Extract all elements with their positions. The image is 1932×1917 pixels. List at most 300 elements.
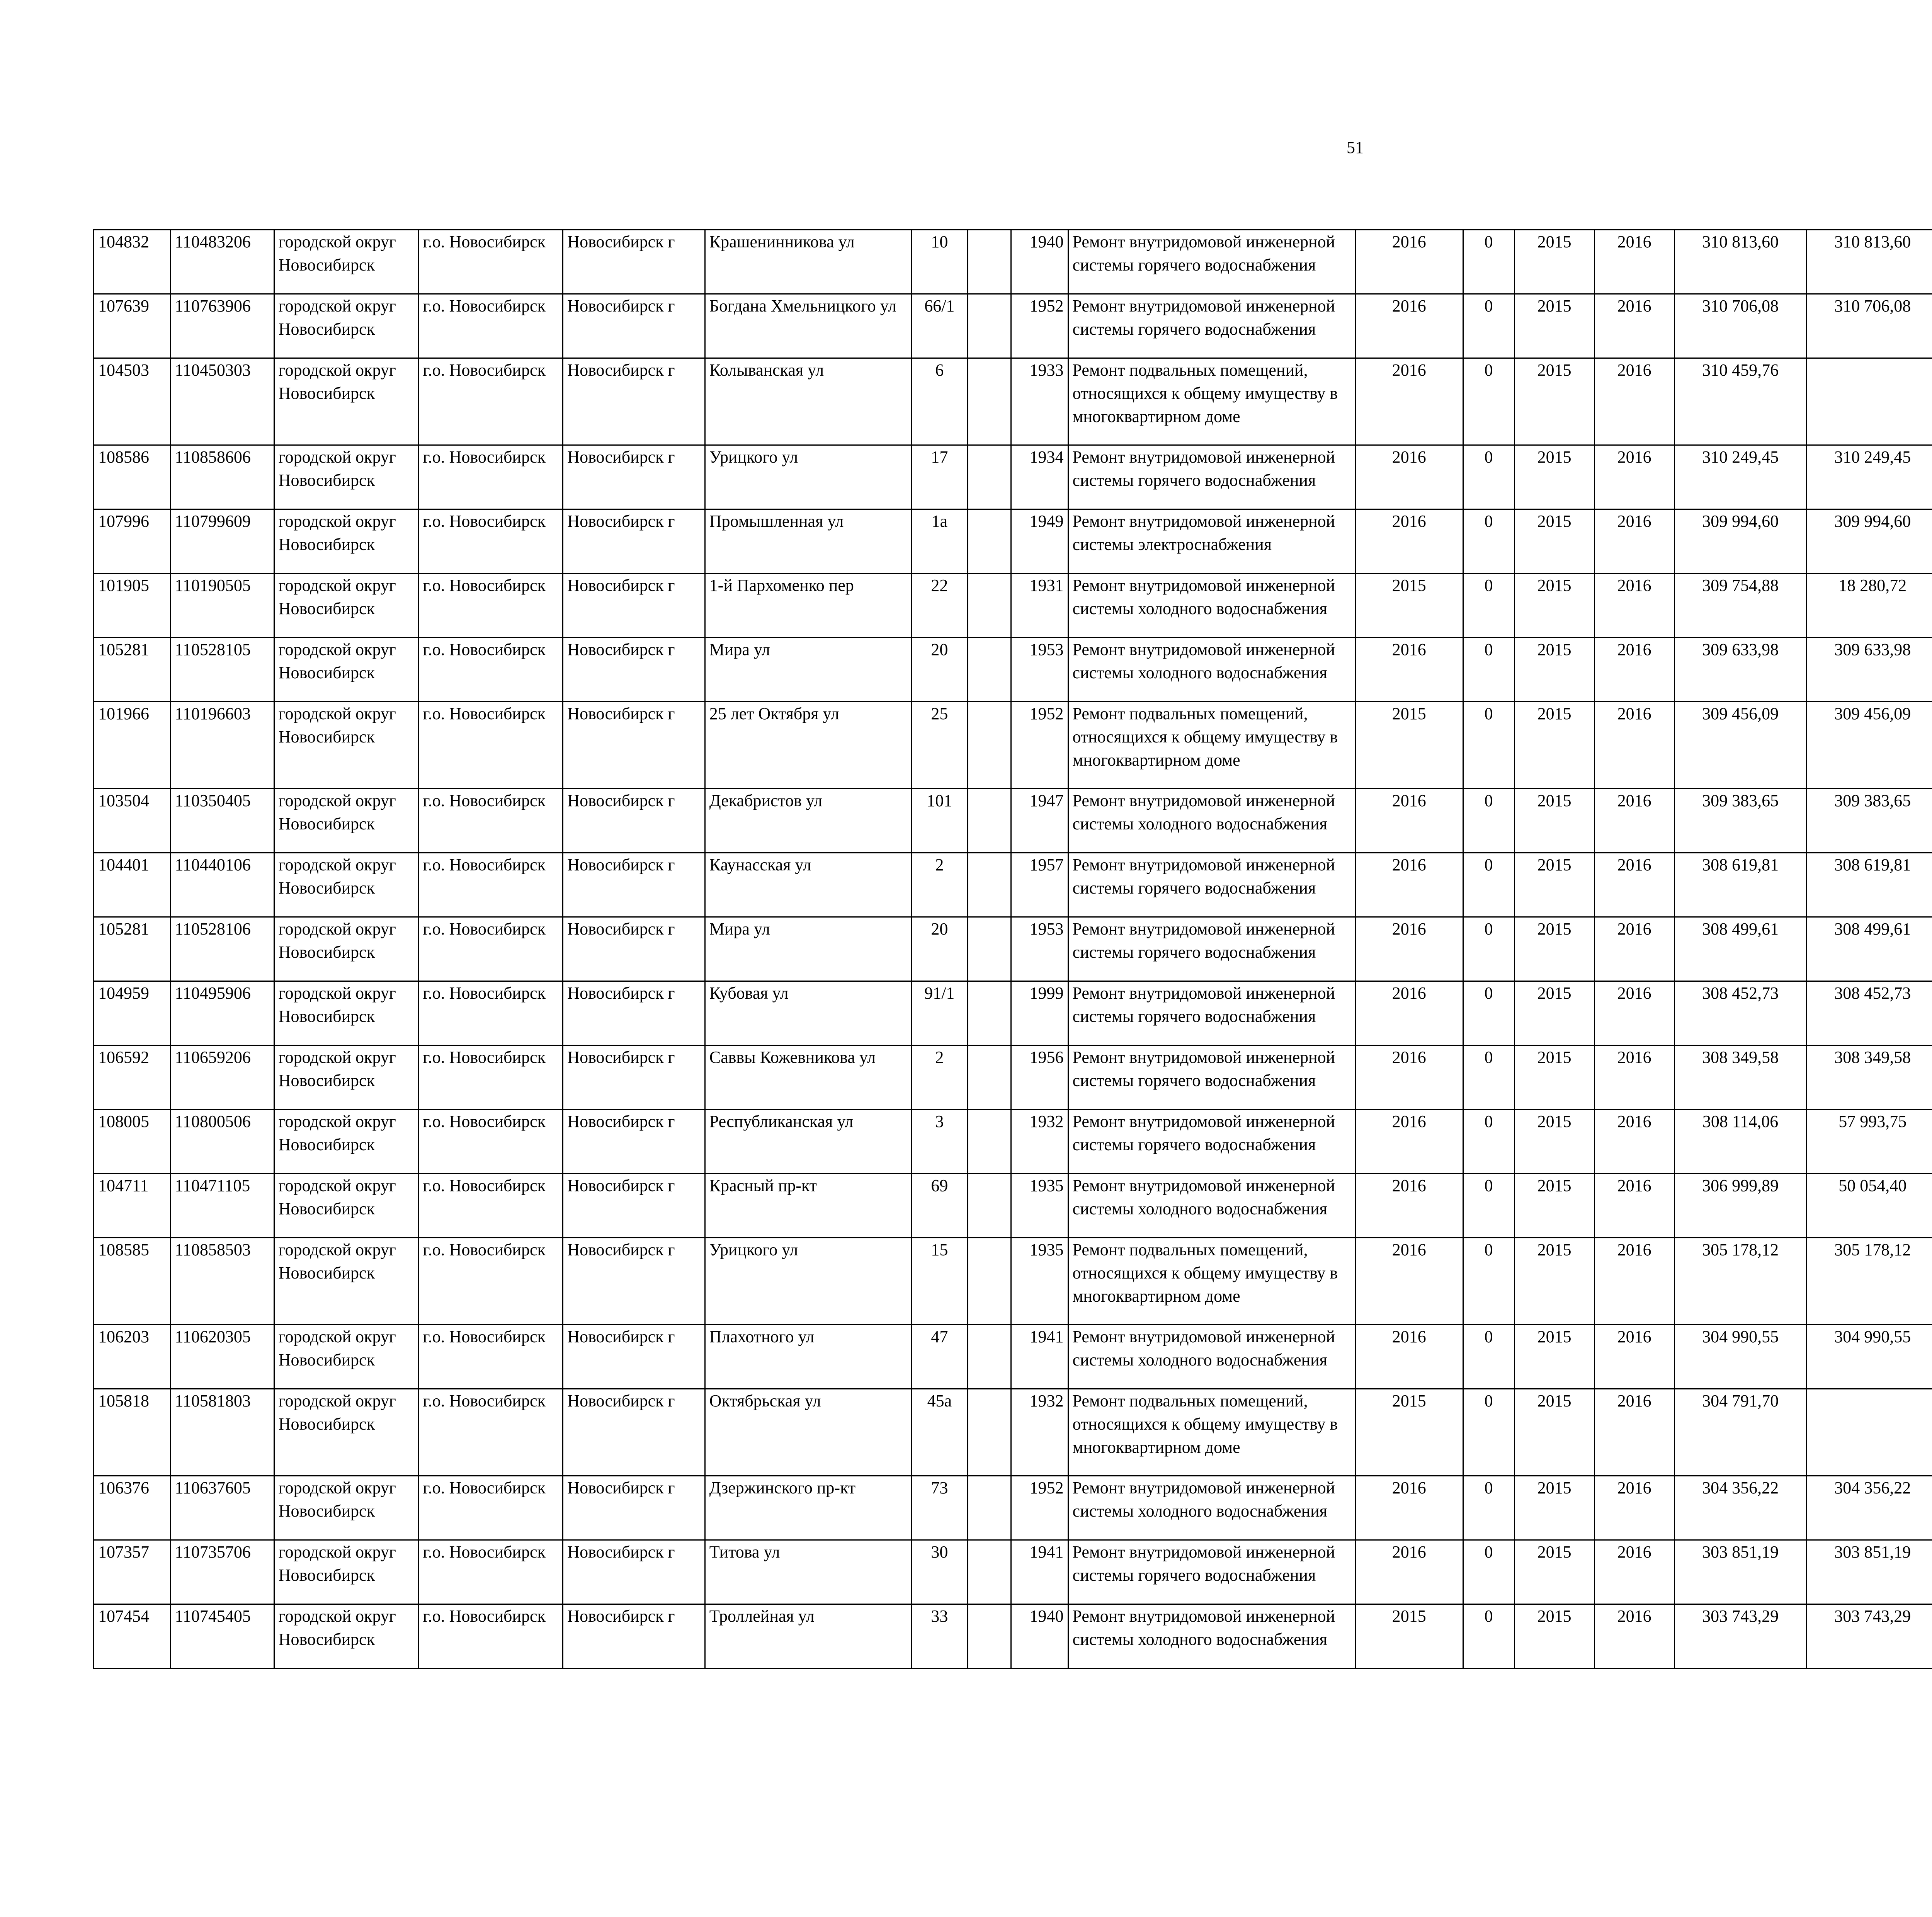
cell-work-type: Ремонт внутридомовой инженерной системы горячего водоснабжения [1068, 981, 1355, 1045]
cell-period-end: 2016 [1594, 1174, 1674, 1238]
cell-total-cost: 309 994,60 [1674, 509, 1806, 574]
cell-house-code: 110745405 [170, 1604, 274, 1668]
cell-build-year: 1952 [1011, 1476, 1068, 1540]
cell-plan-year: 2016 [1355, 1110, 1463, 1174]
cell-city: Новосибирск г [563, 917, 705, 981]
cell-cost-1: 50 054,40 [1806, 1174, 1932, 1238]
cell-cost-1: 309 456,09 [1806, 702, 1932, 789]
table-row [94, 445, 1932, 509]
cell-cost-1: 308 619,81 [1806, 853, 1932, 917]
cell-building [968, 294, 1011, 358]
cell-city: Новосибирск г [563, 789, 705, 853]
table-row [94, 574, 1932, 638]
cell-total-cost: 308 619,81 [1674, 853, 1806, 917]
cell-street: Урицкого ул [705, 1238, 911, 1325]
cell-building [968, 1476, 1011, 1540]
cell-work-type: Ремонт подвальных помещений, относящихся к общему имуществу в многоквартирном доме [1068, 1238, 1355, 1325]
cell-period-start: 2015 [1514, 1045, 1594, 1110]
cell-house-number: 30 [912, 1540, 968, 1604]
table-row [94, 1476, 1932, 1540]
cell-building [968, 702, 1011, 789]
cell-house-code: 110483206 [170, 230, 274, 294]
cell-record-id: 105818 [94, 1389, 171, 1476]
cell-period-end: 2016 [1594, 445, 1674, 509]
cell-house-code: 110471105 [170, 1174, 274, 1238]
cell-building [968, 1540, 1011, 1604]
cell-cost-1: 304 990,55 [1806, 1325, 1932, 1389]
cell-work-type: Ремонт внутридомовой инженерной системы горячего водоснабжения [1068, 853, 1355, 917]
cell-plan-year: 2016 [1355, 294, 1463, 358]
repair-program-table [93, 229, 1932, 1669]
cell-house-code: 110440106 [170, 853, 274, 917]
table-row [94, 509, 1932, 574]
table-body [94, 230, 1932, 1668]
cell-period-end: 2016 [1594, 509, 1674, 574]
cell-total-cost: 309 383,65 [1674, 789, 1806, 853]
cell-house-code: 110620305 [170, 1325, 274, 1389]
cell-build-year: 1941 [1011, 1540, 1068, 1604]
cell-flag: 0 [1463, 1238, 1514, 1325]
cell-street: Плахотного ул [705, 1325, 911, 1389]
cell-plan-year: 2016 [1355, 509, 1463, 574]
cell-house-code: 110637605 [170, 1476, 274, 1540]
cell-build-year: 1932 [1011, 1110, 1068, 1174]
cell-plan-year: 2016 [1355, 1325, 1463, 1389]
table-row [94, 1540, 1932, 1604]
cell-building [968, 917, 1011, 981]
cell-total-cost: 309 456,09 [1674, 702, 1806, 789]
cell-city: Новосибирск г [563, 230, 705, 294]
cell-period-start: 2015 [1514, 445, 1594, 509]
cell-house-number: 10 [912, 230, 968, 294]
cell-municipal-district: городской округ Новосибирск [274, 230, 418, 294]
cell-period-start: 2015 [1514, 574, 1594, 638]
cell-municipal-district: городской округ Новосибирск [274, 445, 418, 509]
cell-city: Новосибирск г [563, 1110, 705, 1174]
cell-flag: 0 [1463, 1110, 1514, 1174]
cell-building [968, 853, 1011, 917]
cell-cost-1: 303 851,19 [1806, 1540, 1932, 1604]
cell-city: Новосибирск г [563, 574, 705, 638]
cell-record-id: 105281 [94, 917, 171, 981]
cell-build-year: 1952 [1011, 702, 1068, 789]
cell-period-start: 2015 [1514, 1389, 1594, 1476]
cell-work-type: Ремонт подвальных помещений, относящихся к общему имуществу в многоквартирном доме [1068, 1389, 1355, 1476]
cell-flag: 0 [1463, 1389, 1514, 1476]
cell-flag: 0 [1463, 1540, 1514, 1604]
cell-cost-1: 309 383,65 [1806, 789, 1932, 853]
cell-total-cost: 303 743,29 [1674, 1604, 1806, 1668]
cell-cost-1: 57 993,75 [1806, 1110, 1932, 1174]
cell-total-cost: 310 249,45 [1674, 445, 1806, 509]
cell-city: Новосибирск г [563, 1325, 705, 1389]
cell-flag: 0 [1463, 445, 1514, 509]
cell-record-id: 104832 [94, 230, 171, 294]
table-row [94, 1325, 1932, 1389]
cell-total-cost: 303 851,19 [1674, 1540, 1806, 1604]
cell-record-id: 108005 [94, 1110, 171, 1174]
cell-work-type: Ремонт внутридомовой инженерной системы холодного водоснабжения [1068, 1325, 1355, 1389]
cell-building [968, 445, 1011, 509]
cell-municipal-district: городской округ Новосибирск [274, 1476, 418, 1540]
cell-work-type: Ремонт внутридомовой инженерной системы горячего водоснабжения [1068, 1110, 1355, 1174]
cell-city: Новосибирск г [563, 1476, 705, 1540]
cell-house-number: 25 [912, 702, 968, 789]
table-row [94, 853, 1932, 917]
table-row [94, 1045, 1932, 1110]
cell-house-number: 47 [912, 1325, 968, 1389]
table-row [94, 917, 1932, 981]
cell-street: Урицкого ул [705, 445, 911, 509]
cell-street: Республиканская ул [705, 1110, 911, 1174]
cell-house-number: 73 [912, 1476, 968, 1540]
cell-record-id: 106376 [94, 1476, 171, 1540]
cell-street: 25 лет Октября ул [705, 702, 911, 789]
cell-period-start: 2015 [1514, 1476, 1594, 1540]
cell-flag: 0 [1463, 1604, 1514, 1668]
cell-build-year: 1940 [1011, 230, 1068, 294]
cell-build-year: 1941 [1011, 1325, 1068, 1389]
cell-street: Промышленная ул [705, 509, 911, 574]
cell-street: Богдана Хмельницкого ул [705, 294, 911, 358]
cell-city: Новосибирск г [563, 853, 705, 917]
cell-house-code: 110196603 [170, 702, 274, 789]
cell-municipality: г.о. Новосибирск [418, 1238, 563, 1325]
cell-municipal-district: городской округ Новосибирск [274, 574, 418, 638]
cell-period-start: 2015 [1514, 230, 1594, 294]
cell-period-start: 2015 [1514, 509, 1594, 574]
cell-building [968, 1110, 1011, 1174]
cell-plan-year: 2016 [1355, 1238, 1463, 1325]
cell-total-cost: 309 754,88 [1674, 574, 1806, 638]
cell-record-id: 107357 [94, 1540, 171, 1604]
cell-period-start: 2015 [1514, 294, 1594, 358]
cell-work-type: Ремонт внутридомовой инженерной системы горячего водоснабжения [1068, 294, 1355, 358]
cell-period-end: 2016 [1594, 1604, 1674, 1668]
cell-building [968, 789, 1011, 853]
cell-house-code: 110763906 [170, 294, 274, 358]
cell-plan-year: 2016 [1355, 1174, 1463, 1238]
cell-cost-1: 18 280,72 [1806, 574, 1932, 638]
cell-city: Новосибирск г [563, 1540, 705, 1604]
cell-city: Новосибирск г [563, 702, 705, 789]
cell-plan-year: 2015 [1355, 702, 1463, 789]
cell-flag: 0 [1463, 1476, 1514, 1540]
cell-total-cost: 310 813,60 [1674, 230, 1806, 294]
cell-house-number: 1а [912, 509, 968, 574]
cell-flag: 0 [1463, 638, 1514, 702]
cell-street: Красный пр-кт [705, 1174, 911, 1238]
cell-work-type: Ремонт внутридомовой инженерной системы холодного водоснабжения [1068, 1476, 1355, 1540]
cell-period-start: 2015 [1514, 702, 1594, 789]
cell-period-end: 2016 [1594, 789, 1674, 853]
cell-building [968, 638, 1011, 702]
cell-total-cost: 304 990,55 [1674, 1325, 1806, 1389]
cell-street: Дзержинского пр-кт [705, 1476, 911, 1540]
cell-cost-1: 304 356,22 [1806, 1476, 1932, 1540]
cell-city: Новосибирск г [563, 981, 705, 1045]
cell-total-cost: 304 791,70 [1674, 1389, 1806, 1476]
cell-period-start: 2015 [1514, 1110, 1594, 1174]
table-row [94, 294, 1932, 358]
cell-municipal-district: городской округ Новосибирск [274, 1238, 418, 1325]
cell-flag: 0 [1463, 853, 1514, 917]
cell-house-number: 6 [912, 358, 968, 445]
cell-house-code: 110659206 [170, 1045, 274, 1110]
cell-house-number: 66/1 [912, 294, 968, 358]
cell-municipality: г.о. Новосибирск [418, 1110, 563, 1174]
cell-plan-year: 2016 [1355, 1540, 1463, 1604]
cell-municipal-district: городской округ Новосибирск [274, 853, 418, 917]
cell-municipal-district: городской округ Новосибирск [274, 1174, 418, 1238]
cell-building [968, 1174, 1011, 1238]
cell-municipality: г.о. Новосибирск [418, 358, 563, 445]
cell-cost-1: 310 813,60 [1806, 230, 1932, 294]
cell-total-cost: 308 349,58 [1674, 1045, 1806, 1110]
cell-municipality: г.о. Новосибирск [418, 981, 563, 1045]
cell-municipality: г.о. Новосибирск [418, 702, 563, 789]
cell-record-id: 105281 [94, 638, 171, 702]
cell-total-cost: 304 356,22 [1674, 1476, 1806, 1540]
cell-flag: 0 [1463, 230, 1514, 294]
cell-building [968, 1325, 1011, 1389]
cell-building [968, 574, 1011, 638]
cell-house-number: 2 [912, 853, 968, 917]
cell-cost-1: 308 499,61 [1806, 917, 1932, 981]
cell-house-number: 101 [912, 789, 968, 853]
cell-plan-year: 2016 [1355, 853, 1463, 917]
cell-street: 1-й Пархоменко пер [705, 574, 911, 638]
cell-period-start: 2015 [1514, 1238, 1594, 1325]
cell-work-type: Ремонт подвальных помещений, относящихся к общему имуществу в многоквартирном доме [1068, 702, 1355, 789]
table-row [94, 1174, 1932, 1238]
cell-record-id: 106203 [94, 1325, 171, 1389]
cell-municipal-district: городской округ Новосибирск [274, 1604, 418, 1668]
cell-build-year: 1932 [1011, 1389, 1068, 1476]
cell-work-type: Ремонт внутридомовой инженерной системы холодного водоснабжения [1068, 789, 1355, 853]
cell-build-year: 1953 [1011, 638, 1068, 702]
cell-plan-year: 2016 [1355, 1476, 1463, 1540]
cell-house-number: 69 [912, 1174, 968, 1238]
cell-flag: 0 [1463, 917, 1514, 981]
cell-flag: 0 [1463, 1174, 1514, 1238]
cell-record-id: 104959 [94, 981, 171, 1045]
table-row [94, 358, 1932, 445]
cell-municipality: г.о. Новосибирск [418, 230, 563, 294]
cell-period-start: 2015 [1514, 1174, 1594, 1238]
cell-plan-year: 2016 [1355, 445, 1463, 509]
cell-period-end: 2016 [1594, 981, 1674, 1045]
cell-period-end: 2016 [1594, 230, 1674, 294]
cell-street: Каунасская ул [705, 853, 911, 917]
cell-build-year: 1952 [1011, 294, 1068, 358]
cell-house-number: 22 [912, 574, 968, 638]
cell-house-number: 2 [912, 1045, 968, 1110]
cell-municipal-district: городской округ Новосибирск [274, 1110, 418, 1174]
cell-total-cost: 309 633,98 [1674, 638, 1806, 702]
cell-municipality: г.о. Новосибирск [418, 1540, 563, 1604]
cell-build-year: 1999 [1011, 981, 1068, 1045]
cell-flag: 0 [1463, 509, 1514, 574]
cell-municipal-district: городской округ Новосибирск [274, 1045, 418, 1110]
cell-municipality: г.о. Новосибирск [418, 917, 563, 981]
cell-cost-1 [1806, 358, 1932, 445]
cell-municipal-district: городской округ Новосибирск [274, 1325, 418, 1389]
cell-work-type: Ремонт внутридомовой инженерной системы горячего водоснабжения [1068, 917, 1355, 981]
cell-house-number: 45а [912, 1389, 968, 1476]
cell-work-type: Ремонт внутридомовой инженерной системы горячего водоснабжения [1068, 1045, 1355, 1110]
cell-cost-1: 308 349,58 [1806, 1045, 1932, 1110]
table-row [94, 230, 1932, 294]
cell-house-code: 110495906 [170, 981, 274, 1045]
cell-record-id: 101966 [94, 702, 171, 789]
cell-cost-1: 305 178,12 [1806, 1238, 1932, 1325]
cell-municipality: г.о. Новосибирск [418, 1045, 563, 1110]
cell-build-year: 1931 [1011, 574, 1068, 638]
cell-total-cost: 310 459,76 [1674, 358, 1806, 445]
cell-build-year: 1935 [1011, 1174, 1068, 1238]
cell-total-cost: 308 114,06 [1674, 1110, 1806, 1174]
cell-period-end: 2016 [1594, 853, 1674, 917]
cell-work-type: Ремонт внутридомовой инженерной системы холодного водоснабжения [1068, 1604, 1355, 1668]
cell-street: Мира ул [705, 917, 911, 981]
cell-period-end: 2016 [1594, 294, 1674, 358]
cell-city: Новосибирск г [563, 1174, 705, 1238]
cell-city: Новосибирск г [563, 509, 705, 574]
cell-house-code: 110799609 [170, 509, 274, 574]
cell-house-number: 20 [912, 638, 968, 702]
cell-cost-1: 309 994,60 [1806, 509, 1932, 574]
cell-build-year: 1956 [1011, 1045, 1068, 1110]
cell-building [968, 1238, 1011, 1325]
cell-work-type: Ремонт внутридомовой инженерной системы горячего водоснабжения [1068, 1540, 1355, 1604]
cell-period-end: 2016 [1594, 1325, 1674, 1389]
cell-build-year: 1949 [1011, 509, 1068, 574]
cell-house-code: 110581803 [170, 1389, 274, 1476]
cell-build-year: 1934 [1011, 445, 1068, 509]
cell-total-cost: 308 452,73 [1674, 981, 1806, 1045]
cell-period-end: 2016 [1594, 1238, 1674, 1325]
cell-period-start: 2015 [1514, 789, 1594, 853]
table-row [94, 789, 1932, 853]
cell-flag: 0 [1463, 574, 1514, 638]
cell-house-number: 17 [912, 445, 968, 509]
cell-flag: 0 [1463, 358, 1514, 445]
cell-city: Новосибирск г [563, 1604, 705, 1668]
cell-period-end: 2016 [1594, 1389, 1674, 1476]
cell-flag: 0 [1463, 981, 1514, 1045]
cell-work-type: Ремонт внутридомовой инженерной системы горячего водоснабжения [1068, 445, 1355, 509]
cell-municipality: г.о. Новосибирск [418, 509, 563, 574]
cell-building [968, 358, 1011, 445]
cell-plan-year: 2016 [1355, 789, 1463, 853]
cell-building [968, 509, 1011, 574]
cell-plan-year: 2015 [1355, 574, 1463, 638]
cell-city: Новосибирск г [563, 638, 705, 702]
cell-period-end: 2016 [1594, 1540, 1674, 1604]
cell-house-code: 110350405 [170, 789, 274, 853]
cell-period-start: 2015 [1514, 638, 1594, 702]
cell-period-end: 2016 [1594, 702, 1674, 789]
cell-flag: 0 [1463, 1325, 1514, 1389]
cell-flag: 0 [1463, 702, 1514, 789]
cell-work-type: Ремонт внутридомовой инженерной системы холодного водоснабжения [1068, 1174, 1355, 1238]
cell-record-id: 107639 [94, 294, 171, 358]
cell-municipality: г.о. Новосибирск [418, 1389, 563, 1476]
cell-building [968, 1389, 1011, 1476]
page-number: 51 [1347, 138, 1364, 157]
cell-building [968, 1604, 1011, 1668]
cell-house-code: 110858606 [170, 445, 274, 509]
cell-street: Декабристов ул [705, 789, 911, 853]
cell-municipality: г.о. Новосибирск [418, 574, 563, 638]
cell-period-end: 2016 [1594, 358, 1674, 445]
cell-build-year: 1957 [1011, 853, 1068, 917]
cell-record-id: 104401 [94, 853, 171, 917]
cell-municipal-district: городской округ Новосибирск [274, 1389, 418, 1476]
cell-municipal-district: городской округ Новосибирск [274, 1540, 418, 1604]
cell-house-number: 15 [912, 1238, 968, 1325]
cell-total-cost: 310 706,08 [1674, 294, 1806, 358]
cell-house-code: 110528105 [170, 638, 274, 702]
cell-municipal-district: городской округ Новосибирск [274, 702, 418, 789]
cell-record-id: 101905 [94, 574, 171, 638]
cell-house-number: 91/1 [912, 981, 968, 1045]
cell-house-number: 20 [912, 917, 968, 981]
table-row [94, 1389, 1932, 1476]
cell-period-start: 2015 [1514, 981, 1594, 1045]
cell-record-id: 103504 [94, 789, 171, 853]
cell-record-id: 107996 [94, 509, 171, 574]
cell-plan-year: 2016 [1355, 917, 1463, 981]
cell-house-number: 3 [912, 1110, 968, 1174]
cell-period-end: 2016 [1594, 638, 1674, 702]
cell-build-year: 1947 [1011, 789, 1068, 853]
cell-cost-1: 308 452,73 [1806, 981, 1932, 1045]
cell-total-cost: 306 999,89 [1674, 1174, 1806, 1238]
cell-municipal-district: городской округ Новосибирск [274, 509, 418, 574]
cell-period-start: 2015 [1514, 358, 1594, 445]
cell-building [968, 981, 1011, 1045]
cell-house-code: 110528106 [170, 917, 274, 981]
table-row [94, 638, 1932, 702]
cell-house-code: 110735706 [170, 1540, 274, 1604]
cell-cost-1: 309 633,98 [1806, 638, 1932, 702]
cell-municipal-district: городской округ Новосибирск [274, 917, 418, 981]
cell-municipality: г.о. Новосибирск [418, 445, 563, 509]
cell-record-id: 104711 [94, 1174, 171, 1238]
cell-flag: 0 [1463, 1045, 1514, 1110]
cell-municipality: г.о. Новосибирск [418, 1604, 563, 1668]
cell-municipality: г.о. Новосибирск [418, 853, 563, 917]
cell-total-cost: 305 178,12 [1674, 1238, 1806, 1325]
cell-house-code: 110800506 [170, 1110, 274, 1174]
table-row [94, 1604, 1932, 1668]
cell-municipal-district: городской округ Новосибирск [274, 294, 418, 358]
cell-building [968, 1045, 1011, 1110]
cell-house-code: 110858503 [170, 1238, 274, 1325]
cell-period-end: 2016 [1594, 1110, 1674, 1174]
cell-period-end: 2016 [1594, 574, 1674, 638]
cell-municipal-district: городской округ Новосибирск [274, 789, 418, 853]
cell-record-id: 108585 [94, 1238, 171, 1325]
cell-work-type: Ремонт внутридомовой инженерной системы холодного водоснабжения [1068, 574, 1355, 638]
cell-plan-year: 2016 [1355, 1045, 1463, 1110]
cell-record-id: 107454 [94, 1604, 171, 1668]
cell-city: Новосибирск г [563, 294, 705, 358]
cell-cost-1: 310 706,08 [1806, 294, 1932, 358]
cell-city: Новосибирск г [563, 445, 705, 509]
